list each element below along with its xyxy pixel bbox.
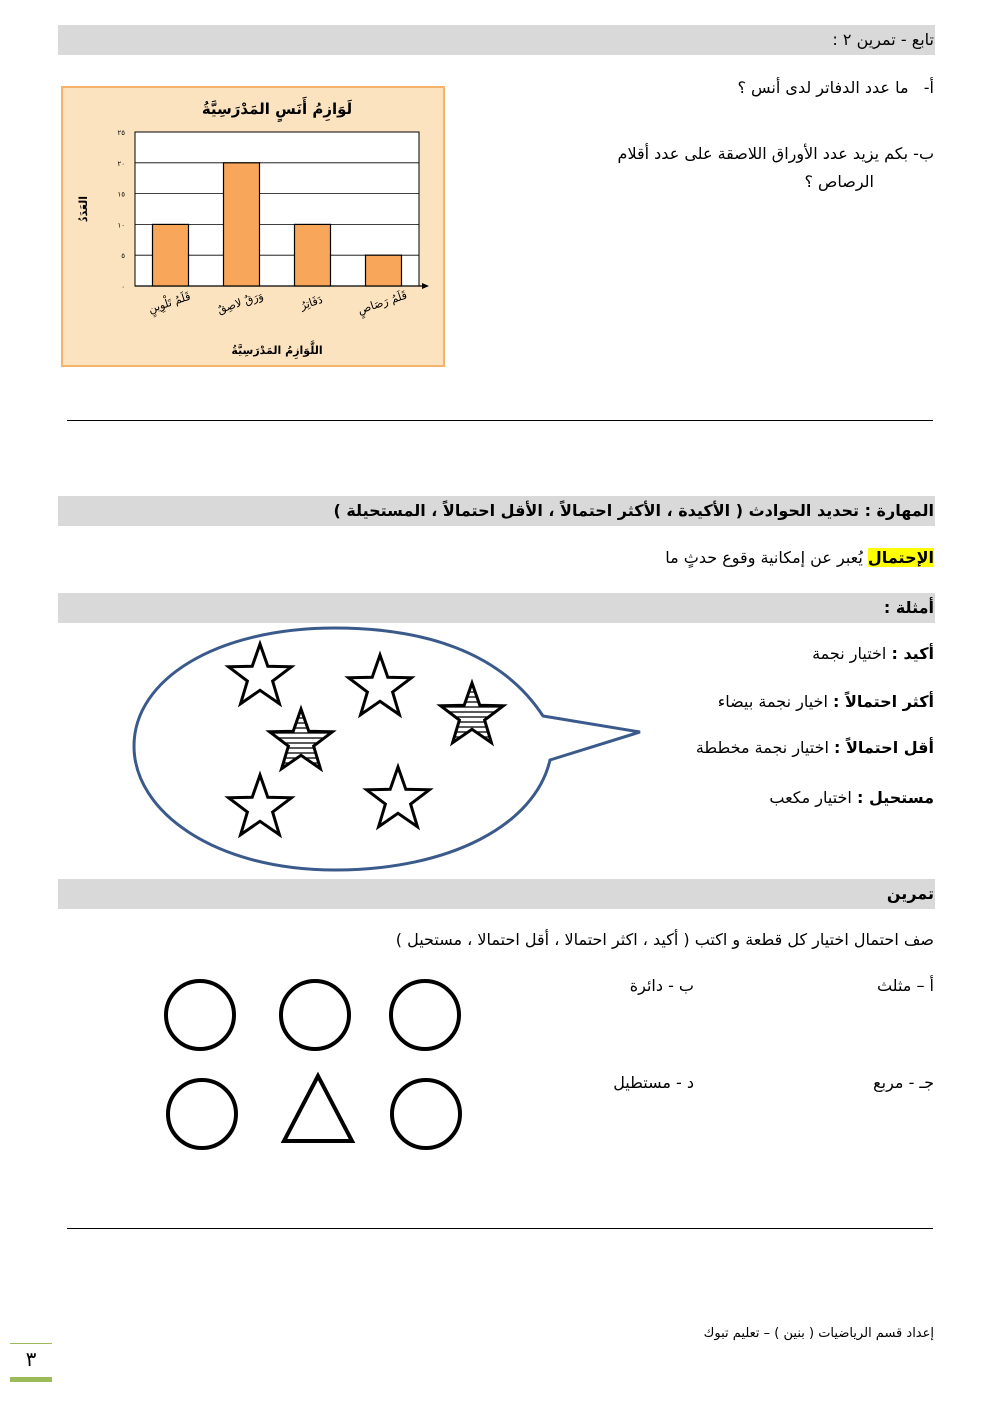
x-tick-label: قَلَمُ تَلْوِينٍ bbox=[146, 289, 193, 316]
x-axis-label: اللَّوَازِمُ المَدْرَسِيَّةُ bbox=[231, 344, 323, 357]
page-number-accent bbox=[10, 1377, 52, 1382]
exercise-header-bar bbox=[58, 879, 935, 909]
footer-credit: إعداد قسم الرياضيات ( بنين ) – تعليم تبوك bbox=[703, 1326, 934, 1341]
example-text: اختيار نجمة مخططة bbox=[695, 738, 829, 757]
divider-line bbox=[67, 420, 933, 421]
example-term: مستحيل : bbox=[856, 788, 934, 807]
exercise-item-b: ب - دائرة bbox=[629, 976, 694, 995]
circle-shape bbox=[392, 1080, 460, 1148]
bar bbox=[366, 255, 402, 286]
circle-shape bbox=[281, 981, 349, 1049]
example-text: اختيار مكعب bbox=[769, 788, 852, 807]
x-axis-arrow bbox=[422, 283, 429, 289]
examples-header: أمثلة : bbox=[883, 598, 934, 617]
example-term: أكيد : bbox=[891, 644, 934, 663]
y-tick-label: ١٠ bbox=[117, 221, 125, 230]
x-tick-label: قَلَمُ رَصَاصٍ bbox=[356, 288, 409, 317]
skill-header: المهارة : تحديد الحوادث ( الأكيدة ، الأكثر احتمالاً ، الأقل احتمالاً ، المستحيلة ) bbox=[333, 501, 934, 520]
exercise-instruction: صف احتمال اختيار كل قطعة و اكتب ( أكيد ، اكثر احتمالا ، أقل احتمالا ، مستحيل ) bbox=[395, 930, 934, 949]
exercise-item-d: د - مستطيل bbox=[613, 1073, 694, 1092]
page-number-line bbox=[10, 1343, 52, 1344]
bar bbox=[153, 224, 189, 286]
definition-term: الإحتمال bbox=[867, 548, 934, 567]
triangle-shape bbox=[284, 1076, 352, 1141]
y-tick-label: ٠ bbox=[121, 283, 125, 291]
x-tick-label: وَرَقٌ لاصِقٌ bbox=[215, 289, 265, 317]
speech-bubble-outline bbox=[134, 628, 640, 870]
question-b-line1: ب- بكم يزيد عدد الأوراق اللاصقة على عدد أقلام bbox=[617, 144, 934, 163]
exercise-continued-header: تابع - تمرين ٢ : bbox=[832, 30, 934, 49]
circle-shape bbox=[391, 981, 459, 1049]
bar bbox=[224, 163, 260, 286]
exercise-item-c: جـ - مربع bbox=[873, 1073, 934, 1092]
y-tick-label: ١٥ bbox=[117, 190, 125, 199]
exercise-header: تمرين bbox=[886, 884, 934, 903]
examples-header-bar bbox=[58, 593, 935, 623]
exercise-item-a: أ – مثلث bbox=[876, 976, 934, 995]
question-a-label: أ- bbox=[923, 78, 934, 97]
example-text: اخيار نجمة بيضاء bbox=[717, 692, 828, 711]
stars-bubble bbox=[120, 620, 660, 880]
y-tick-label: ٢٠ bbox=[117, 159, 125, 168]
chart-title: لَوَازِمُ أَنَسٍ المَدْرَسِيَّةُ bbox=[201, 100, 353, 118]
probability-definition bbox=[665, 548, 934, 567]
example-text: اختيار نجمة bbox=[812, 644, 887, 663]
definition-text: يُعبر عن إمكانية وقوع حدثٍ ما bbox=[665, 548, 863, 567]
example-certain bbox=[812, 644, 934, 663]
y-axis-label: العَدَدُ bbox=[77, 195, 90, 223]
bar-chart-svg bbox=[63, 88, 443, 365]
example-term: أكثر احتمالاً : bbox=[832, 692, 934, 711]
question-a bbox=[434, 78, 934, 97]
x-tick-label: دَفَاتِرُ bbox=[298, 292, 325, 313]
y-tick-label: ٥ bbox=[121, 252, 125, 261]
page-number: ٣ bbox=[25, 1347, 37, 1371]
example-term: أقل احتمالاً : bbox=[834, 738, 934, 757]
circle-shape bbox=[168, 1080, 236, 1148]
question-b-line2: الرصاص ؟ bbox=[804, 172, 874, 191]
shapes-group bbox=[150, 970, 480, 1160]
y-tick-label: ٢٥ bbox=[117, 129, 125, 137]
example-less-likely bbox=[696, 738, 934, 757]
circle-shape bbox=[166, 981, 234, 1049]
bar-chart bbox=[61, 86, 445, 367]
question-a-text: ما عدد الدفاتر لدى أنس ؟ bbox=[737, 78, 909, 97]
question-b bbox=[514, 140, 934, 196]
divider-line bbox=[67, 1228, 933, 1229]
bar bbox=[295, 224, 331, 286]
example-impossible bbox=[769, 788, 934, 807]
exercise-continued-header-bar bbox=[58, 25, 935, 55]
example-more-likely bbox=[718, 692, 934, 711]
